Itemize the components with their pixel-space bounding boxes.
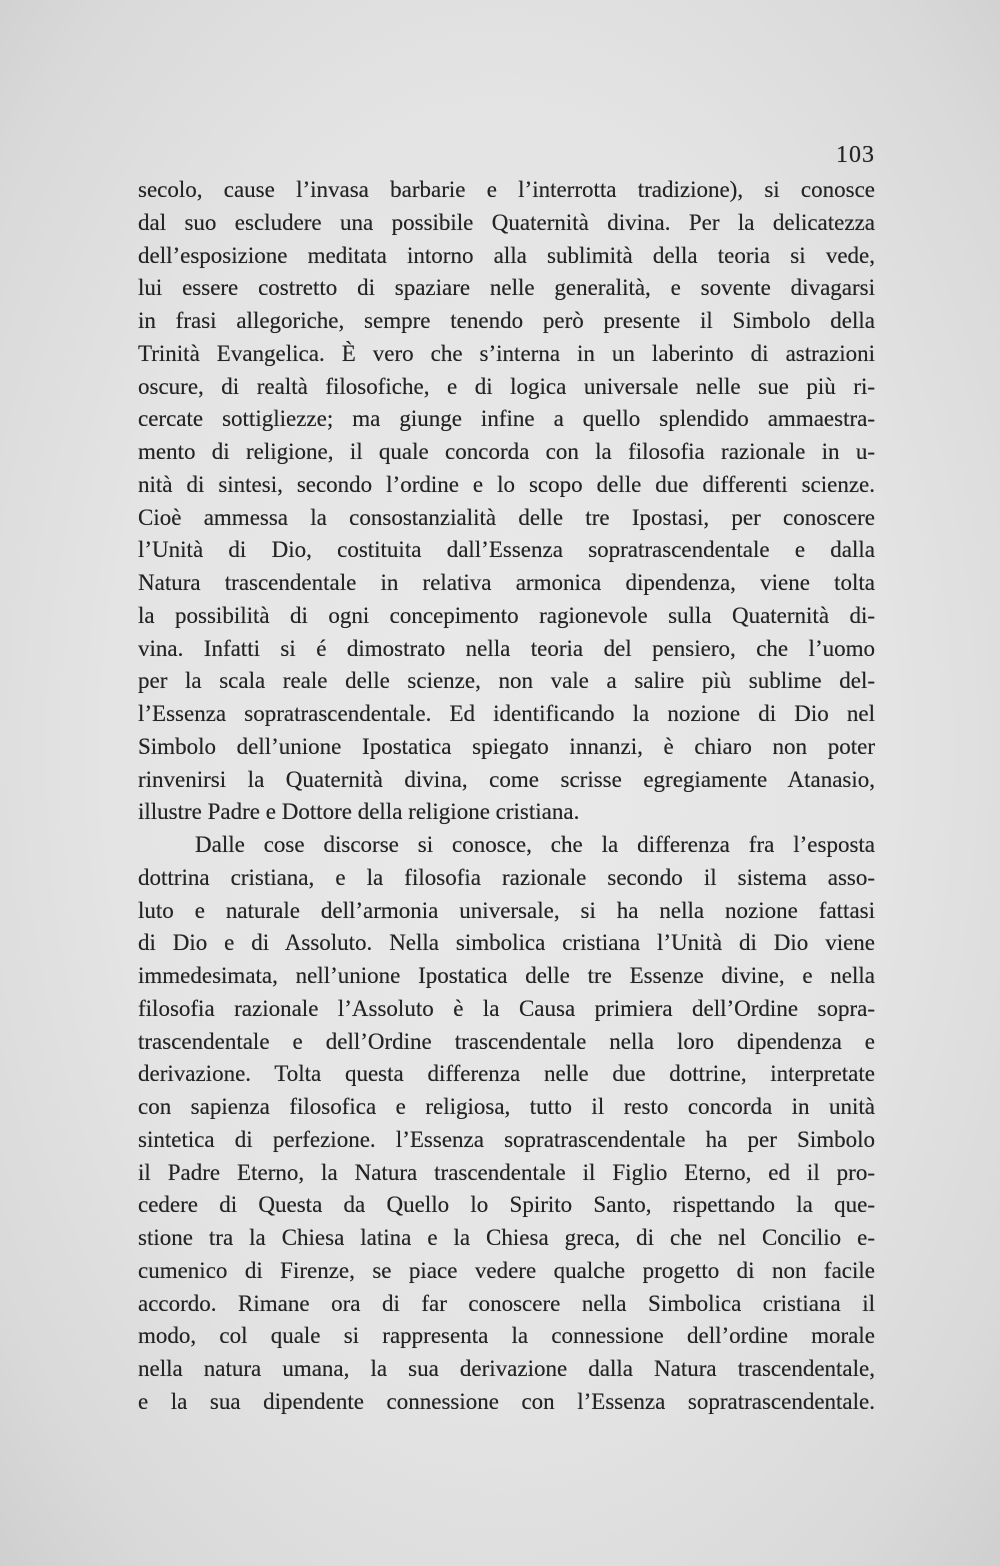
paragraph — [138, 174, 875, 829]
text-line: con sapienza filosofica e religiosa, tutto il resto concorda in unità — [138, 1094, 875, 1119]
text-line: di Dio e di Assoluto. Nella simbolica cristiana l’Unità di Dio viene — [138, 930, 875, 956]
text-line: secolo, cause l’invasa barbarie e l’interrotta tradizione), si conosce — [138, 177, 875, 202]
text-line: modo, col quale si rappresenta la connessione dell’ordine morale — [138, 1323, 875, 1349]
text-line: Trinità Evangelica. È vero che s’interna in un laberinto di astrazioni — [138, 340, 875, 366]
text-line: nella natura umana, la sua derivazione dalla Natura trascendentale, — [138, 1356, 875, 1381]
text-line: accordo. Rimane ora di far conoscere nella Simbolica cristiana il — [138, 1290, 875, 1316]
text-line: vina. Infatti si é dimostrato nella teoria del pensiero, che l’uomo — [138, 635, 875, 661]
text-line: cedere di Questa da Quello lo Spirito Santo, rispettando la que- — [138, 1192, 875, 1218]
text-line: Cioè ammessa la consostanzialità delle tre Ipostasi, per conoscere — [138, 504, 875, 530]
text-line: trascendentale e dell’Ordine trascendentale nella loro dipendenza e — [138, 1028, 875, 1054]
text-line: e la sua dipendente connessione con l’Essenza sopratrascendentale. — [138, 1388, 875, 1414]
text-line: sintetica di perfezione. l’Essenza sopratrascendentale ha per Simbolo — [138, 1126, 875, 1152]
text-line: rinvenirsi la Quaternità divina, come scrisse egregiamente Atanasio, — [138, 766, 875, 792]
text-line: cumenico di Firenze, se piace vedere qualche progetto di non facile — [138, 1257, 875, 1283]
text-line: dell’esposizione meditata intorno alla sublimità della teoria si vede, — [138, 242, 875, 268]
text-line: in frasi allegoriche, sempre tenendo però presente il Simbolo della — [138, 308, 875, 333]
text-line: derivazione. Tolta questa differenza nelle due dottrine, interpretate — [138, 1061, 875, 1087]
text-line: l’Unità di Dio, costituita dall’Essenza sopratrascendentale e dalla — [138, 537, 875, 563]
text-line: immedesimata, nell’unione Ipostatica delle tre Essenze divine, e nella — [138, 963, 875, 988]
page-number: 103 — [836, 142, 875, 168]
text-line: stione tra la Chiesa latina e la Chiesa greca, di che nel Concilio e- — [138, 1225, 875, 1250]
text-line: Simbolo dell’unione Ipostatica spiegato innanzi, è chiaro non poter — [138, 733, 875, 759]
text-line: dottrina cristiana, e la filosofia razionale secondo il sistema asso- — [138, 864, 875, 890]
text-line: l’Essenza sopratrascendentale. Ed identificando la nozione di Dio nel — [138, 701, 875, 726]
text-line: filosofia razionale l’Assoluto è la Causa primiera dell’Ordine sopra- — [138, 995, 875, 1021]
text-line: la possibilità di ogni concepimento ragionevole sulla Quaternità di- — [138, 602, 875, 628]
text-line: Dalle cose discorse si conosce, che la differenza fra l’esposta — [195, 832, 875, 857]
text-line: lui essere costretto di spaziare nelle generalità, e sovente divagarsi — [138, 275, 875, 301]
body-text — [138, 174, 875, 1419]
text-line: mento di religione, il quale concorda con la filosofia razionale in u- — [138, 439, 875, 464]
text-line: oscure, di realtà filosofiche, e di logica universale nelle sue più ri- — [138, 373, 875, 399]
text-line: dal suo escludere una possibile Quaternità divina. Per la delicatezza — [138, 209, 875, 235]
text-line: il Padre Eterno, la Natura trascendentale il Figlio Eterno, ed il pro- — [138, 1159, 875, 1185]
paragraph — [138, 829, 875, 1419]
text-line: illustre Padre e Dottore della religione cristiana. — [138, 799, 580, 825]
text-line: nità di sintesi, secondo l’ordine e lo scopo delle due differenti scienze. — [138, 471, 875, 497]
text-line: luto e naturale dell’armonia universale, si ha nella nozione fattasi — [138, 897, 875, 923]
text-line: Natura trascendentale in relativa armonica dipendenza, viene tolta — [138, 570, 875, 595]
text-line: per la scala reale delle scienze, non vale a salire più sublime del- — [138, 668, 875, 694]
text-line: cercate sottigliezze; ma giunge infine a quello splendido ammaestra- — [138, 406, 875, 432]
